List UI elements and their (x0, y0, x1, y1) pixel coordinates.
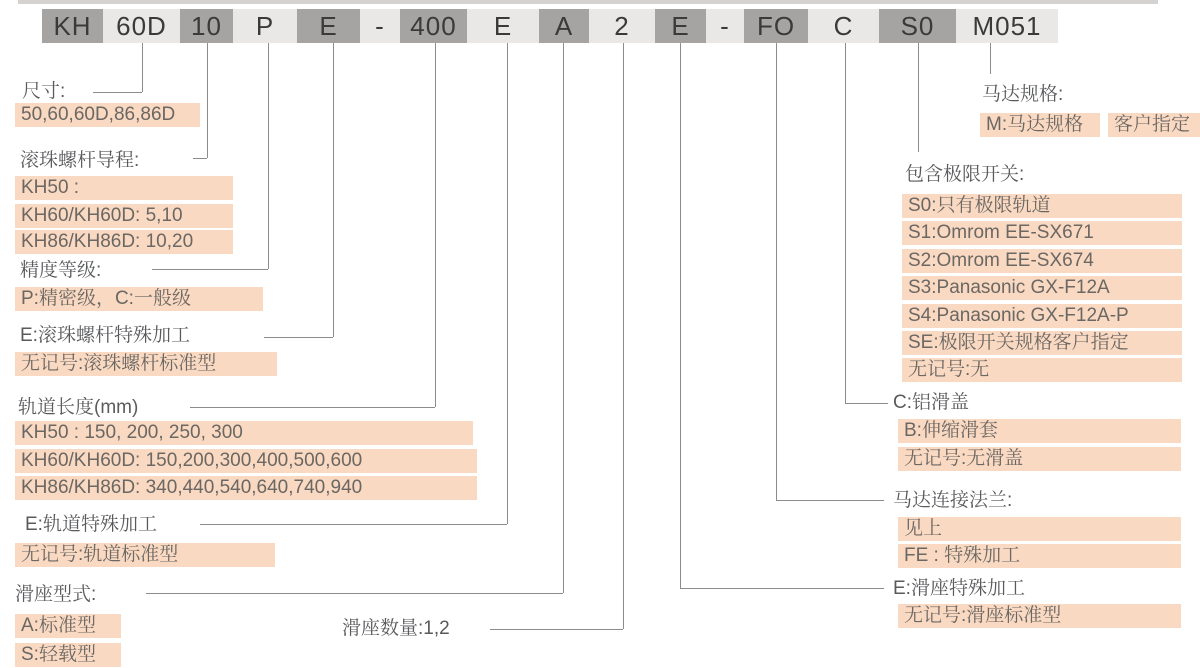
connector-rail-length-vline (435, 43, 436, 407)
cropped-edge-strip (18, 0, 1158, 4)
size-label: 尺寸: (22, 81, 66, 102)
code-segment-kh: KH (42, 9, 103, 43)
cover-option: B:伸缩滑套 (898, 419, 1181, 443)
size-option: 50,60,60D,86,86D (15, 103, 200, 127)
connector-motor-spec-vline (990, 43, 991, 74)
connector-slider-special-vline (680, 43, 681, 588)
connector-rail-special-vline (507, 43, 508, 524)
connector-cover-vline (845, 43, 846, 403)
connector-lead-vline (207, 43, 208, 158)
connector-slider-qty-vline (623, 43, 624, 629)
code-segment-e2: E (467, 9, 539, 43)
code-segment-s0: S0 (879, 9, 956, 43)
limit-switch-option: S0:只有极限轨道 (902, 194, 1182, 218)
rail-length-option: KH60/KH60D: 150,200,300,400,500,600 (15, 449, 477, 473)
limit-switch-option: 无记号:无 (902, 358, 1182, 382)
motor-spec-label: 马达规格: (982, 84, 1064, 105)
motor-spec-option: M:马达规格 (980, 113, 1100, 137)
connector-screw-special-hline (264, 337, 333, 338)
slider-special-label: E:滑座特殊加工 (893, 578, 1025, 599)
code-segment-e3: E (655, 9, 706, 43)
connector-flange-hline (776, 500, 884, 501)
connector-screw-special-vline (333, 43, 334, 337)
code-segment-m051: M051 (956, 9, 1058, 43)
rail-special-label: E:轨道特殊加工 (25, 514, 157, 535)
screw-special-option: 无记号:滚珠螺杆标准型 (15, 352, 277, 376)
connector-slider-type-hline (146, 593, 563, 594)
code-segment-2: 2 (589, 9, 655, 43)
connector-slider-special-hline (680, 588, 884, 589)
lead-label: 滚珠螺杆导程: (20, 150, 140, 171)
code-segment-dash1: - (360, 9, 400, 43)
motor-spec-option: 客户指定 (1108, 113, 1200, 137)
accuracy-option: P:精密级，C:一般级 (15, 287, 263, 311)
rail-special-option: 无记号:轨道标准型 (15, 543, 275, 567)
connector-slider-qty-hline (490, 629, 623, 630)
slider-qty-label: 滑座数量:1,2 (342, 618, 450, 639)
limit-switch-option: S4:Panasonic GX-F12A-P (902, 304, 1182, 328)
flange-option: 见上 (898, 517, 1181, 541)
cover-option: 无记号:无滑盖 (898, 447, 1181, 471)
lead-option: KH86/KH86D: 10,20 (15, 230, 233, 254)
connector-flange-vline (776, 43, 777, 500)
code-segment-dash2: - (706, 9, 744, 43)
limit-switch-option: S2:Omrom EE-SX674 (902, 249, 1182, 273)
code-segment-10: 10 (180, 9, 233, 43)
code-segment-60d: 60D (103, 9, 180, 43)
connector-limit-switch-vline (918, 43, 919, 152)
connector-rail-length-hline (190, 407, 435, 408)
accuracy-label: 精度等级: (20, 260, 102, 281)
connector-accuracy-hline (152, 269, 268, 270)
slider-special-option: 无记号:滑座标准型 (898, 604, 1181, 628)
code-segment-p: P (233, 9, 297, 43)
lead-option: KH60/KH60D: 5,10 (15, 204, 233, 228)
code-segment-a: A (539, 9, 589, 43)
connector-slider-type-vline (563, 43, 564, 593)
code-segment-e1: E (297, 9, 360, 43)
rail-length-label: 轨道长度(mm) (18, 397, 139, 418)
lead-option: KH50 : (15, 176, 233, 200)
flange-label: 马达连接法兰: (893, 490, 1013, 511)
connector-size-vline (142, 43, 143, 92)
screw-special-label: E:滚珠螺杆特殊加工 (20, 325, 190, 346)
limit-switch-option: S3:Panasonic GX-F12A (902, 276, 1182, 300)
slider-type-option: S:轻载型 (15, 643, 121, 667)
cover-label: C:铝滑盖 (893, 392, 970, 413)
connector-rail-special-hline (200, 524, 507, 525)
code-segment-fo: FO (744, 9, 808, 43)
connector-lead-hline (193, 158, 207, 159)
limit-switch-option: SE:极限开关规格客户指定 (902, 331, 1182, 355)
connector-cover-hline (845, 403, 888, 404)
limit-switch-label: 包含极限开关: (905, 164, 1025, 185)
connector-size-hline (93, 92, 142, 93)
slider-type-label: 滑座型式: (15, 584, 97, 605)
code-segment-400: 400 (400, 9, 467, 43)
slider-type-option: A:标准型 (15, 614, 121, 638)
code-segment-c: C (808, 9, 879, 43)
limit-switch-option: S1:Omrom EE-SX671 (902, 221, 1182, 245)
flange-option: FE : 特殊加工 (898, 544, 1181, 568)
connector-accuracy-vline (268, 43, 269, 269)
rail-length-option: KH86/KH86D: 340,440,540,640,740,940 (15, 476, 477, 500)
rail-length-option: KH50 : 150, 200, 250, 300 (15, 421, 473, 445)
